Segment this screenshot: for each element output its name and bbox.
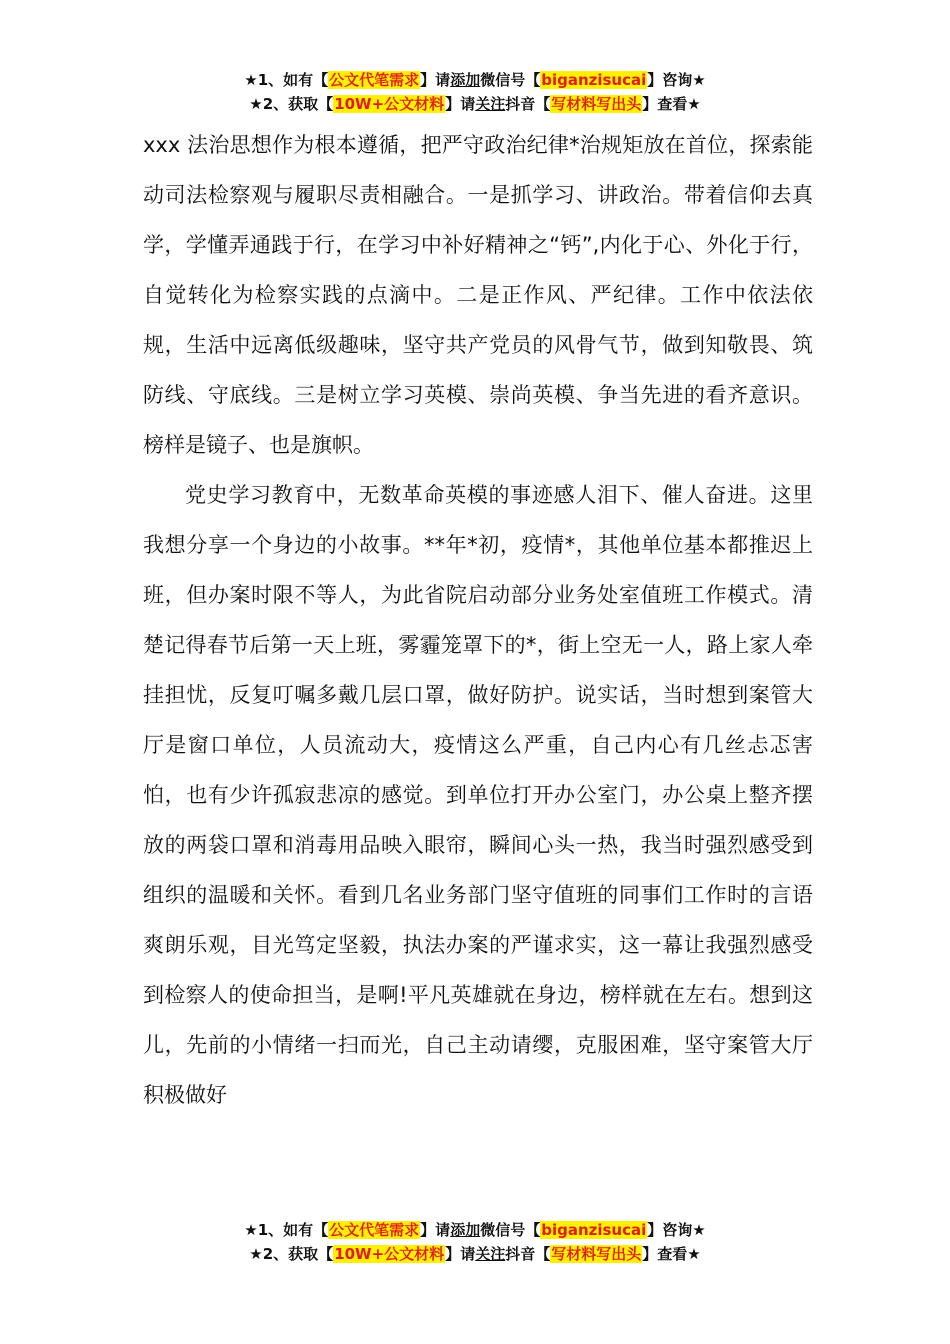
underlined-text: 添加 xyxy=(450,1221,481,1239)
highlight-materials: 10W+公文材料 xyxy=(334,1245,445,1263)
underlined-text: 关注 xyxy=(475,95,506,113)
footer-banner xyxy=(0,1218,950,1266)
banner-line-2 xyxy=(0,1242,950,1266)
header-banner xyxy=(0,68,950,116)
banner-text: 抖音【 xyxy=(505,95,551,113)
banner-text: 抖音【 xyxy=(505,1245,551,1263)
highlight-wechat-id: biganzisucai xyxy=(541,71,647,89)
banner-text: 微信号【 xyxy=(480,1221,541,1239)
highlight-service: 公文代笔需求 xyxy=(329,71,420,89)
banner-text: 】请 xyxy=(420,71,451,89)
banner-text: ★1、如有【 xyxy=(244,71,329,89)
banner-text: 】请 xyxy=(445,1245,476,1263)
highlight-materials: 10W+公文材料 xyxy=(334,95,445,113)
paragraph-1: xxx 法治思想作为根本遵循，把严守政治纪律*治规矩放在首位，探索能动司法检察观与履职尽责相融合。一是抓学习、讲政治。带着信仰去真学，学懂弄通践于行，在学习中补好精神之“钙”,内化于心、外化于行，自觉转化为检察实践的点滴中。二是正作风、严纪律。工作中依法依规，生活中远离低级趣味，坚守共产党员的风骨气节，做到知敬畏、筑防线、守底线。三是树立学习英模、崇尚英模、争当先进的看齐意识。榜样是镜子、也是旗帜。 xyxy=(143,133,813,457)
underlined-text: 关注 xyxy=(475,1245,506,1263)
banner-text: 】查看★ xyxy=(642,1245,701,1263)
highlight-douyin-id: 写材料写出头 xyxy=(551,95,642,113)
highlight-douyin-id: 写材料写出头 xyxy=(551,1245,642,1263)
banner-text: ★2、获取【 xyxy=(249,1245,334,1263)
banner-text: ★1、如有【 xyxy=(244,1221,329,1239)
banner-line-1 xyxy=(0,68,950,92)
banner-text: 】咨询★ xyxy=(647,71,706,89)
banner-text: 】咨询★ xyxy=(647,1221,706,1239)
paragraph-2: 党史学习教育中，无数革命英模的事迹感人泪下、催人奋进。这里我想分享一个身边的小故事。**年*初，疫情*，其他单位基本都推迟上班，但办案时限不等人，为此省院启动部分业务处室值班工作模式。清楚记得春节后第一天上班，雾霾笼罩下的*，街上空无一人，路上家人牵挂担忧，反复叮嘱多戴几层口罩，做好防护。说实话，当时想到案管大厅是窗口单位，人员流动大，疫情这么严重，自己内心有几丝忐忑害怕，也有少许孤寂悲凉的感觉。到单位打开办公室门，办公桌上整齐摆放的两袋口罩和消毒用品映入眼帘，瞬间心头一热，我当时强烈感受到组织的温暖和关怀。看到几名业务部门坚守值班的同事们工作时的言语爽朗乐观，目光笃定坚毅，执法办案的严谨求实，这一幕让我强烈感受到检察人的使命担当，是啊!平凡英雄就在身边，榜样就在左右。想到这儿，先前的小情绪一扫而光，自己主动请缨，克服困难，坚守案管大厅积极做好 xyxy=(143,483,813,1107)
banner-text: 】请 xyxy=(420,1221,451,1239)
banner-text: 】请 xyxy=(445,95,476,113)
banner-text: ★2、获取【 xyxy=(249,95,334,113)
document-body xyxy=(143,120,813,1120)
banner-text: 微信号【 xyxy=(480,71,541,89)
banner-line-2 xyxy=(0,92,950,116)
highlight-service: 公文代笔需求 xyxy=(329,1221,420,1239)
highlight-wechat-id: biganzisucai xyxy=(541,1221,647,1239)
underlined-text: 添加 xyxy=(450,71,481,89)
banner-line-1 xyxy=(0,1218,950,1242)
banner-text: 】查看★ xyxy=(642,95,701,113)
